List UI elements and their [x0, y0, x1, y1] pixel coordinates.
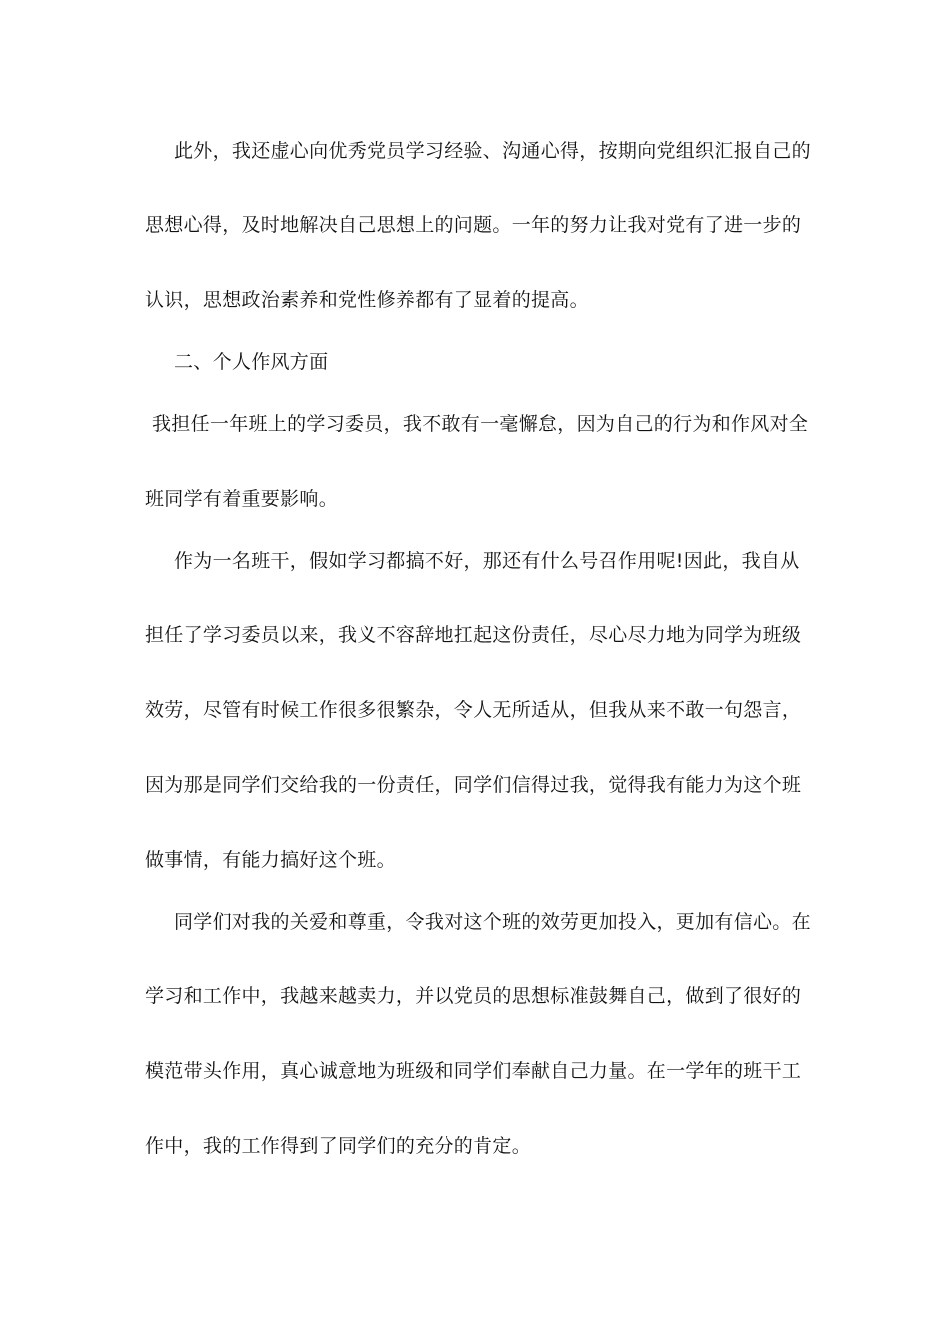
paragraph-1-line-2: 思想心得，及时地解决自己思想上的问题。一年的努力让我对党有了进一步的 — [145, 214, 802, 236]
section-heading: 二、个人作风方面 — [174, 351, 329, 373]
paragraph-1-line-3: 认识，思想政治素养和党性修养都有了显着的提高。 — [145, 289, 589, 311]
paragraph-1-line-1: 此外，我还虚心向优秀党员学习经验、沟通心得，按期向党组织汇报自己的 — [174, 140, 811, 162]
paragraph-3-line-1: 作为一名班干，假如学习都搞不好，那还有什么号召作用呢!因此，我自从 — [174, 550, 800, 572]
paragraph-4-line-2: 学习和工作中，我越来越卖力，并以党员的思想标准鼓舞自己，做到了很好的 — [145, 985, 802, 1007]
paragraph-3-line-4: 因为那是同学们交给我的一份责任，同学们信得过我，觉得我有能力为这个班 — [145, 774, 802, 796]
paragraph-4-line-1: 同学们对我的关爱和尊重，令我对这个班的效劳更加投入，更加有信心。在 — [174, 911, 811, 933]
paragraph-2-line-1: 我担任一年班上的学习委员，我不敢有一毫懈怠，因为自己的行为和作风对全 — [152, 413, 809, 435]
paragraph-3-line-3: 效劳，尽管有时候工作很多很繁杂，令人无所适从，但我从来不敢一句怨言， — [145, 699, 802, 721]
paragraph-4-line-4: 作中，我的工作得到了同学们的充分的肯定。 — [145, 1135, 532, 1157]
paragraph-2-line-2: 班同学有着重要影响。 — [145, 488, 339, 510]
paragraph-4-line-3: 模范带头作用，真心诚意地为班级和同学们奉献自己力量。在一学年的班干工 — [145, 1060, 802, 1082]
paragraph-3-line-2: 担任了学习委员以来，我义不容辞地扛起这份责任，尽心尽力地为同学为班级 — [145, 624, 802, 646]
paragraph-3-line-5: 做事情，有能力搞好这个班。 — [145, 849, 396, 871]
